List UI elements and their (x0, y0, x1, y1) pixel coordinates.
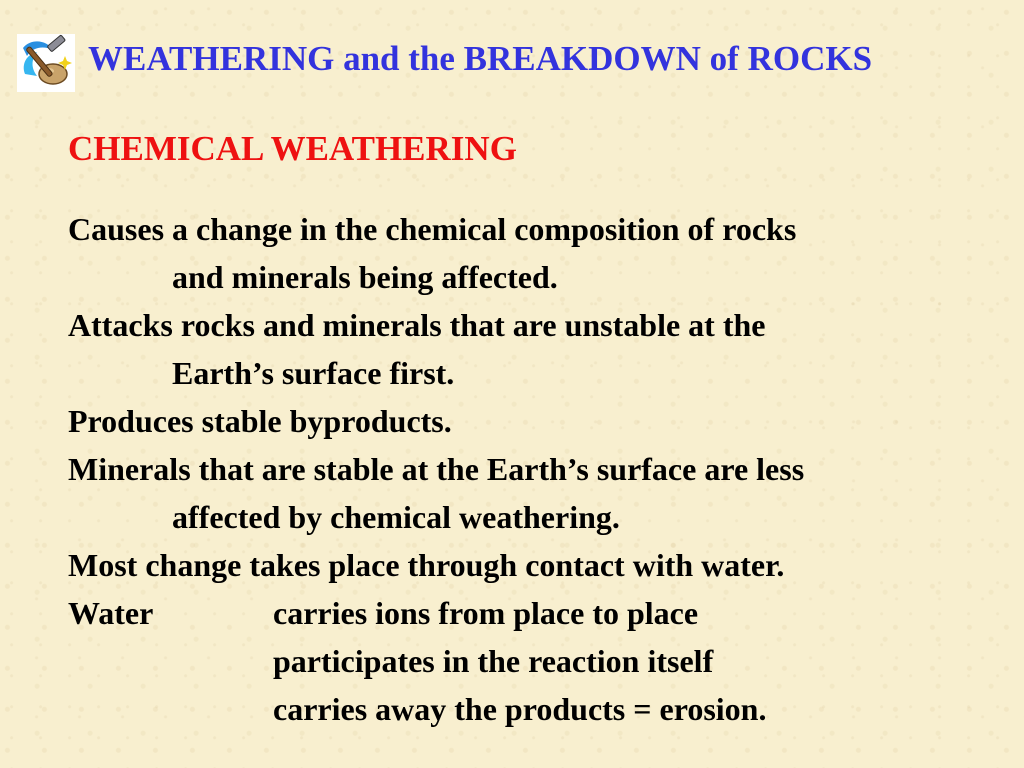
point-4-line-1: Minerals that are stable at the Earth’s surface are less (68, 451, 805, 487)
point-1-line-2: and minerals being affected. (172, 259, 558, 295)
slide-title: WEATHERING and the BREAKDOWN of ROCKS (88, 39, 873, 78)
water-item-2: participates in the reaction itself (273, 643, 714, 679)
point-5: Most change takes place through contact with water. (68, 547, 785, 583)
point-2-line-1: Attacks rocks and minerals that are unstable at the (68, 307, 766, 343)
body-text (68, 205, 1008, 733)
rock-hammer-clipart-icon (17, 34, 75, 92)
water-item-3: carries away the products = erosion. (273, 691, 767, 727)
section-heading: CHEMICAL WEATHERING (68, 129, 517, 168)
point-4-line-2: affected by chemical weathering. (172, 499, 620, 535)
water-item-1: carries ions from place to place (273, 595, 699, 631)
water-row-1 (68, 589, 1008, 637)
point-3: Produces stable byproducts. (68, 403, 452, 439)
point-2-line-2: Earth’s surface first. (172, 355, 455, 391)
point-1-line-1: Causes a change in the chemical composition of rocks (68, 211, 797, 247)
water-label: Water (68, 595, 154, 631)
